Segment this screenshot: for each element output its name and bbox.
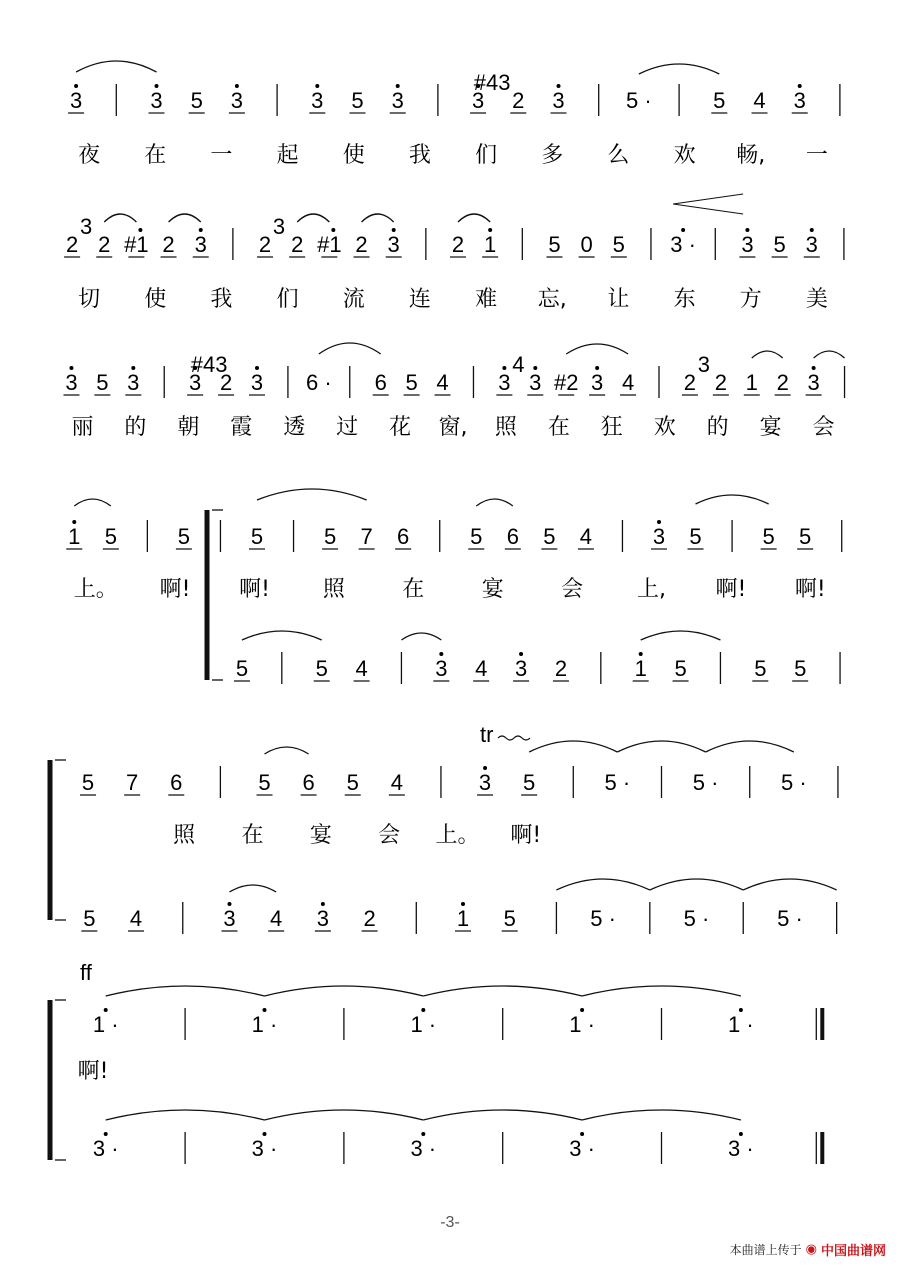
octave-dot bbox=[321, 902, 325, 906]
lyric-syllable: 畅, bbox=[736, 143, 766, 168]
footer-credit bbox=[730, 1240, 886, 1259]
octave-dot bbox=[104, 1008, 108, 1012]
lyric-syllable: 会 bbox=[378, 823, 401, 848]
octave-dot bbox=[681, 228, 685, 232]
slur bbox=[106, 986, 265, 996]
note-5: 5 bbox=[104, 524, 117, 549]
note-5: 5 bbox=[689, 524, 702, 549]
octave-dot bbox=[812, 366, 816, 370]
octave-dot bbox=[396, 84, 400, 88]
slur bbox=[458, 214, 490, 222]
lyric-syllable: 夜 bbox=[78, 143, 101, 168]
note-2: 2 bbox=[291, 232, 304, 257]
note-3: 3 bbox=[189, 370, 202, 395]
note-1: 1 bbox=[484, 232, 497, 257]
note-6: 6 bbox=[374, 370, 387, 395]
note-5: 5 bbox=[96, 370, 109, 395]
octave-dot bbox=[263, 1132, 267, 1136]
lyric-syllable: 宴 bbox=[481, 577, 504, 602]
slur bbox=[582, 986, 741, 996]
lyric-syllable: 霞 bbox=[230, 415, 253, 440]
slur bbox=[423, 986, 582, 996]
note-4: 4 bbox=[579, 524, 593, 549]
note-3: 3 bbox=[805, 232, 818, 257]
slur bbox=[297, 214, 329, 222]
note-1: 1 · bbox=[728, 1012, 754, 1037]
lyric-syllable: 在 bbox=[144, 143, 167, 168]
lyric-syllable: 使 bbox=[342, 143, 365, 168]
note-2: 2 bbox=[512, 88, 525, 113]
note-6: 6 bbox=[397, 524, 410, 549]
octave-dot bbox=[810, 228, 814, 232]
octave-dot bbox=[69, 366, 73, 370]
grace-note: #43 bbox=[190, 352, 228, 377]
octave-dot bbox=[331, 228, 335, 232]
note-5: 5 bbox=[754, 656, 767, 681]
lyric-syllable: 丽 bbox=[71, 415, 94, 440]
note-6: 6 bbox=[170, 770, 183, 795]
grace-note: 3 bbox=[79, 214, 93, 239]
lyric-syllable: 照 bbox=[173, 823, 196, 848]
lyric-syllable: 么 bbox=[607, 143, 630, 168]
slur bbox=[265, 1110, 424, 1120]
octave-dot bbox=[519, 652, 523, 656]
note-sharp-1: #1 bbox=[317, 232, 342, 257]
lyric-syllable: 我 bbox=[210, 287, 233, 312]
lyric-syllable: 在 bbox=[402, 577, 425, 602]
octave-dot bbox=[255, 366, 259, 370]
note-5: 5 bbox=[470, 524, 483, 549]
note-5: 5 bbox=[548, 232, 561, 257]
lyric-syllable: 照 bbox=[322, 577, 345, 602]
slur bbox=[639, 64, 719, 74]
lyric-syllable: 啊! bbox=[715, 577, 747, 602]
slur bbox=[319, 343, 381, 354]
lyric-syllable: 们 bbox=[475, 143, 498, 168]
slur bbox=[641, 631, 721, 640]
note-5: 5 bbox=[315, 656, 328, 681]
lyric-syllable: 忘, bbox=[537, 287, 567, 312]
note-4: 4 bbox=[390, 770, 403, 795]
note-5: 5 bbox=[190, 88, 203, 113]
note-2: 2 bbox=[363, 906, 376, 931]
crescendo-hairpin bbox=[673, 194, 743, 204]
lyric-syllable: 会 bbox=[812, 415, 835, 440]
note-7: 7 bbox=[126, 770, 139, 795]
note-5: 5 bbox=[83, 906, 96, 931]
lyric-syllable: 美 bbox=[805, 287, 828, 312]
lyric-syllable: 啊! bbox=[510, 823, 542, 848]
slur bbox=[257, 489, 367, 500]
slur bbox=[556, 879, 649, 890]
note-4: 4 bbox=[270, 906, 283, 931]
slur bbox=[265, 986, 424, 996]
crescendo-hairpin bbox=[673, 204, 743, 214]
octave-dot bbox=[131, 366, 135, 370]
note-1: 1 bbox=[745, 370, 758, 395]
note-4: 4 bbox=[621, 370, 635, 395]
note-2: 2 bbox=[65, 232, 79, 257]
lyric-syllable: 在 bbox=[241, 823, 264, 848]
note-3: 3 · bbox=[728, 1136, 754, 1161]
note-3: 3 bbox=[230, 88, 244, 113]
note-3: 3 bbox=[591, 370, 604, 395]
note-5: 5 bbox=[81, 770, 95, 795]
note-3: 3 bbox=[529, 370, 542, 395]
note-5: 5 bbox=[503, 906, 516, 931]
note-5: 5 bbox=[773, 232, 786, 257]
note-5: 5 bbox=[799, 524, 812, 549]
lyric-syllable: 上。 bbox=[435, 823, 480, 848]
slur bbox=[265, 747, 309, 754]
page-number: -3- bbox=[440, 1214, 460, 1231]
octave-dot bbox=[315, 84, 319, 88]
lyric-syllable: 照 bbox=[494, 415, 517, 440]
octave-dot bbox=[657, 520, 661, 524]
lyric-syllable: 透 bbox=[283, 415, 306, 440]
slur bbox=[242, 631, 322, 640]
slur bbox=[74, 499, 111, 506]
slur bbox=[401, 633, 441, 640]
note-3: 3 bbox=[127, 370, 140, 395]
octave-dot bbox=[72, 520, 76, 524]
slur bbox=[169, 214, 201, 222]
note-3: 3 bbox=[498, 370, 511, 395]
lyric-syllable: 连 bbox=[408, 287, 431, 312]
note-4: 4 bbox=[129, 906, 143, 931]
slur bbox=[106, 1110, 265, 1120]
note-1: 1 bbox=[68, 524, 81, 549]
note-3: 3 bbox=[311, 88, 324, 113]
slur bbox=[76, 61, 156, 72]
octave-dot bbox=[739, 1008, 743, 1012]
octave-dot bbox=[392, 228, 396, 232]
lyric-syllable: 方 bbox=[739, 287, 762, 312]
note-5: 5 bbox=[762, 524, 775, 549]
note-2: 2 bbox=[355, 232, 368, 257]
lyric-syllable: 啊! bbox=[77, 1059, 109, 1084]
note-4: 4 bbox=[436, 370, 449, 395]
note-4: 4 bbox=[753, 88, 766, 113]
slur bbox=[104, 214, 136, 222]
note-5: 5 bbox=[235, 656, 249, 681]
octave-dot bbox=[421, 1008, 425, 1012]
note-3: 3 bbox=[741, 232, 754, 257]
note-5: 5 bbox=[612, 232, 625, 257]
note-5: 5 bbox=[405, 370, 418, 395]
slur bbox=[529, 741, 617, 752]
note-5: 5 · bbox=[777, 906, 803, 931]
lyric-syllable: 流 bbox=[342, 287, 365, 312]
note-3: 3 bbox=[471, 88, 485, 113]
octave-dot bbox=[595, 366, 599, 370]
octave-dot bbox=[745, 228, 749, 232]
qupu-logo-icon: ◉ bbox=[805, 1242, 817, 1257]
lyric-syllable: 过 bbox=[336, 415, 359, 440]
note-5: 5 bbox=[543, 524, 556, 549]
note-5: 5 bbox=[346, 770, 359, 795]
note-3: 3 bbox=[223, 906, 236, 931]
slur bbox=[362, 214, 394, 222]
note-5: 5 bbox=[323, 524, 337, 549]
octave-dot bbox=[639, 652, 643, 656]
octave-dot bbox=[557, 84, 561, 88]
note-2: 2 bbox=[683, 370, 697, 395]
slur bbox=[650, 879, 743, 890]
grace-note: 3 bbox=[697, 352, 711, 377]
note-6: 6 bbox=[506, 524, 519, 549]
lyric-syllable: 多 bbox=[541, 143, 564, 168]
dynamic-mark: ff bbox=[80, 960, 92, 985]
note-3: 3 · bbox=[410, 1136, 437, 1161]
note-sharp-2: #2 bbox=[553, 370, 579, 395]
lyric-syllable: 一 bbox=[210, 143, 233, 168]
grace-note: 4 bbox=[512, 352, 525, 377]
lyric-syllable: 难 bbox=[475, 287, 498, 312]
slur bbox=[706, 741, 794, 752]
octave-dot bbox=[104, 1132, 108, 1136]
lyric-syllable: 会 bbox=[561, 577, 584, 602]
note-5: 5 bbox=[250, 524, 264, 549]
note-5: 5 · bbox=[780, 770, 807, 795]
lyric-syllable: 啊! bbox=[159, 577, 191, 602]
note-3: 3 bbox=[793, 88, 806, 113]
note-3: 3 bbox=[552, 88, 565, 113]
note-6: 6 · bbox=[306, 370, 332, 395]
octave-dot bbox=[155, 84, 159, 88]
octave-dot bbox=[580, 1008, 584, 1012]
note-3: 3 bbox=[194, 232, 207, 257]
note-4: 4 bbox=[355, 656, 368, 681]
note-3: 3 bbox=[65, 370, 78, 395]
slur bbox=[229, 885, 276, 892]
grace-note: #43 bbox=[473, 70, 511, 95]
note-3: 3 bbox=[391, 88, 404, 113]
octave-dot bbox=[439, 652, 443, 656]
note-3: 3 bbox=[250, 370, 264, 395]
note-5: 5 bbox=[713, 88, 726, 113]
note-1: 1 · bbox=[410, 1012, 437, 1037]
trill-mark: tr bbox=[480, 722, 494, 747]
site-name[interactable]: 中国曲谱网 bbox=[820, 1244, 886, 1259]
octave-dot bbox=[263, 1008, 267, 1012]
note-2: 2 bbox=[162, 232, 175, 257]
note-5: 5 · bbox=[626, 88, 652, 113]
note-2: 2 bbox=[776, 370, 789, 395]
note-3: 3 · bbox=[92, 1136, 119, 1161]
slur bbox=[752, 351, 783, 358]
note-5: 5 bbox=[794, 656, 807, 681]
lyric-syllable: 让 bbox=[607, 287, 630, 312]
slur bbox=[743, 879, 836, 890]
octave-dot bbox=[235, 84, 239, 88]
note-2: 2 bbox=[258, 232, 272, 257]
note-1: 1 · bbox=[251, 1012, 278, 1037]
note-3: 3 bbox=[807, 370, 820, 395]
lyric-syllable: 一 bbox=[805, 143, 828, 168]
octave-dot bbox=[227, 902, 231, 906]
note-5: 5 · bbox=[692, 770, 719, 795]
lyric-syllable: 起 bbox=[276, 143, 299, 168]
note-6: 6 bbox=[302, 770, 315, 795]
lyric-syllable: 啊! bbox=[794, 577, 826, 602]
octave-dot bbox=[138, 228, 142, 232]
slur bbox=[696, 495, 769, 504]
note-2: 2 bbox=[554, 656, 568, 681]
lyric-syllable: 欢 bbox=[673, 143, 696, 168]
note-3: 3 bbox=[514, 656, 528, 681]
note-sharp-1: #1 bbox=[124, 232, 149, 257]
note-5: 5 · bbox=[683, 906, 710, 931]
note-3: 3 bbox=[387, 232, 400, 257]
uploaded-text: 本曲谱上传于 bbox=[729, 1243, 802, 1257]
lyric-syllable: 我 bbox=[408, 143, 431, 168]
note-5: 5 bbox=[674, 656, 687, 681]
lyric-syllable: 东 bbox=[673, 287, 696, 312]
lyric-syllable: 们 bbox=[276, 287, 299, 312]
lyric-syllable: 窗, bbox=[438, 415, 468, 440]
lyric-syllable: 使 bbox=[144, 287, 167, 312]
note-3: 3 bbox=[69, 88, 83, 113]
octave-dot bbox=[74, 84, 78, 88]
note-3: 3 bbox=[150, 88, 163, 113]
note-5: 5 bbox=[258, 770, 271, 795]
grace-note: 3 bbox=[272, 214, 286, 239]
lyric-syllable: 宴 bbox=[309, 823, 332, 848]
note-3: 3 · bbox=[670, 232, 696, 257]
octave-dot bbox=[533, 366, 537, 370]
note-3: 3 bbox=[652, 524, 666, 549]
lyric-syllable: 在 bbox=[547, 415, 570, 440]
octave-dot bbox=[580, 1132, 584, 1136]
note-3: 3 · bbox=[569, 1136, 595, 1161]
lyric-syllable: 上, bbox=[637, 577, 666, 602]
note-1: 1 · bbox=[569, 1012, 595, 1037]
note-3: 3 bbox=[435, 656, 448, 681]
note-2: 2 bbox=[714, 370, 727, 395]
note-2: 2 bbox=[451, 232, 465, 257]
note-1: 1 bbox=[634, 656, 647, 681]
lyric-syllable: 狂 bbox=[600, 415, 623, 440]
note-1: 1 · bbox=[92, 1012, 119, 1037]
slur bbox=[476, 499, 513, 506]
slur bbox=[617, 741, 705, 752]
note-5: 5 bbox=[177, 524, 191, 549]
lyric-syllable: 切 bbox=[78, 287, 101, 312]
octave-dot bbox=[798, 84, 802, 88]
octave-dot bbox=[483, 766, 487, 770]
lyric-syllable: 花 bbox=[389, 415, 412, 440]
octave-dot bbox=[488, 228, 492, 232]
lyric-syllable: 欢 bbox=[653, 415, 676, 440]
note-7: 7 bbox=[360, 524, 373, 549]
note-5: 5 bbox=[351, 88, 364, 113]
lyric-syllable: 宴 bbox=[759, 415, 782, 440]
lyric-syllable: 的 bbox=[706, 415, 729, 440]
slur bbox=[582, 1110, 741, 1120]
note-1: 1 bbox=[456, 906, 470, 931]
slur bbox=[814, 351, 845, 358]
lyric-syllable: 上。 bbox=[73, 577, 118, 602]
note-4: 4 bbox=[475, 656, 488, 681]
octave-dot bbox=[199, 228, 203, 232]
note-0: 0 bbox=[580, 232, 593, 257]
note-5: 5 · bbox=[604, 770, 631, 795]
note-5: 5 · bbox=[590, 906, 616, 931]
slur bbox=[566, 344, 628, 354]
lyric-syllable: 朝 bbox=[177, 415, 200, 440]
note-3: 3 bbox=[478, 770, 492, 795]
note-2: 2 bbox=[98, 232, 111, 257]
slur bbox=[423, 1110, 582, 1120]
trill-wave bbox=[498, 736, 530, 740]
octave-dot bbox=[739, 1132, 743, 1136]
note-3: 3 bbox=[316, 906, 330, 931]
octave-dot bbox=[421, 1132, 425, 1136]
lyric-syllable: 的 bbox=[124, 415, 147, 440]
note-5: 5 bbox=[523, 770, 536, 795]
lyric-syllable: 啊! bbox=[239, 577, 270, 602]
note-2: 2 bbox=[219, 370, 233, 395]
note-3: 3 · bbox=[251, 1136, 278, 1161]
octave-dot bbox=[502, 366, 506, 370]
octave-dot bbox=[461, 902, 465, 906]
